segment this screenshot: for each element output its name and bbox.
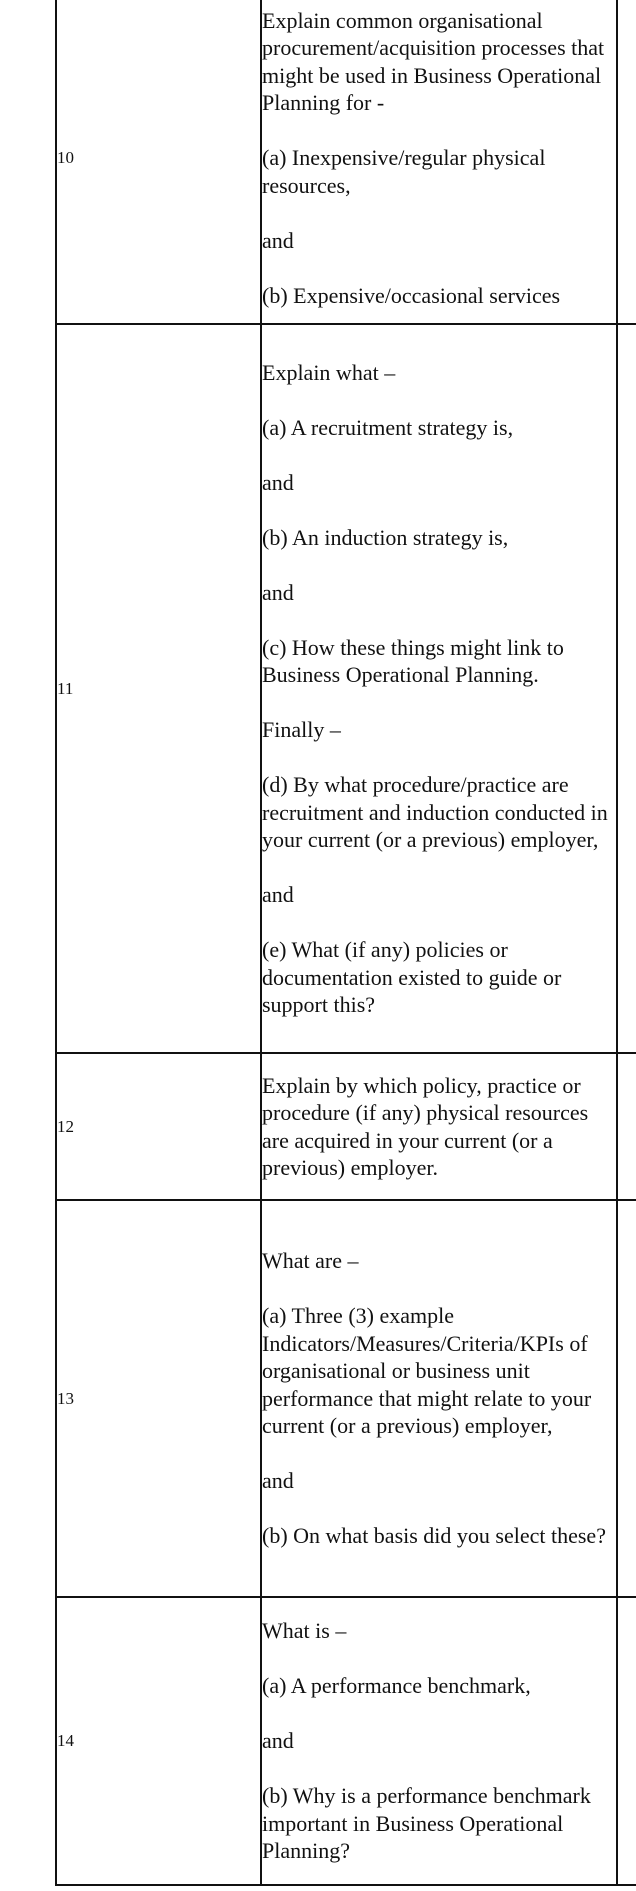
question-text [261,1200,617,1597]
question-text [261,1597,617,1885]
question-paragraph: (a) A recruitment strategy is, [262,414,514,440]
question-paragraph: (b) Expensive/occasional services [262,282,561,308]
question-number: 13 [56,1200,261,1597]
question-number: 11 [56,324,261,1053]
table-row [56,324,636,1053]
answer-cell[interactable] [617,324,636,1053]
question-paragraph: (a) A performance benchmark, [262,1673,531,1699]
question-paragraph: What are – [262,1248,359,1274]
question-paragraph: (a) Inexpensive/regular physical resources, [262,145,546,198]
question-number: 10 [56,0,261,324]
question-paragraph: and [262,469,294,495]
question-paragraph: What is – [262,1618,347,1644]
question-paragraph: Explain what – [262,359,396,385]
table-row [56,1597,636,1885]
question-paragraph: (b) Why is a performance benchmark important in Business Operational Planning? [262,1783,591,1864]
question-text [261,324,617,1053]
answer-cell[interactable] [617,1597,636,1885]
table-row [56,0,636,324]
table-row [56,1053,636,1200]
question-paragraph: and [262,882,294,907]
question-number: 12 [56,1053,261,1200]
question-number: 14 [56,1597,261,1885]
question-paragraph: Finally – [262,717,341,742]
question-paragraph: and [262,1728,294,1754]
question-paragraph: (c) How these things might link to Business Operational Planning. [262,634,564,687]
answer-cell[interactable] [617,1053,636,1200]
question-paragraph: (a) Three (3) example Indicators/Measures/Criteria/KPIs of organisational or business unit performance that might relate to your current (or a previous) employer, [262,1303,592,1439]
answer-cell[interactable] [617,1200,636,1597]
question-paragraph: Explain common organisational procurement/acquisition processes that might be used in Business Operational Planning for - [262,7,605,116]
question-text [261,0,617,324]
question-paragraph: (b) An induction strategy is, [262,524,509,550]
question-text [261,1053,617,1200]
question-paragraph: and [262,579,294,605]
question-paragraph: and [262,227,294,253]
question-paragraph: (d) By what procedure/practice are recruitment and induction conducted in your current (or a previous) employer, [262,772,608,852]
questions-table [55,0,636,1886]
question-paragraph: and [262,1468,294,1494]
question-paragraph: (b) On what basis did you select these? [262,1523,606,1549]
question-paragraph: Explain by which policy, practice or procedure (if any) physical resources are acquired in your current (or a previous) employer. [262,1072,589,1180]
question-paragraph: (e) What (if any) policies or documentation existed to guide or support this? [262,937,562,1017]
table-row [56,1200,636,1597]
answer-cell[interactable] [617,0,636,324]
